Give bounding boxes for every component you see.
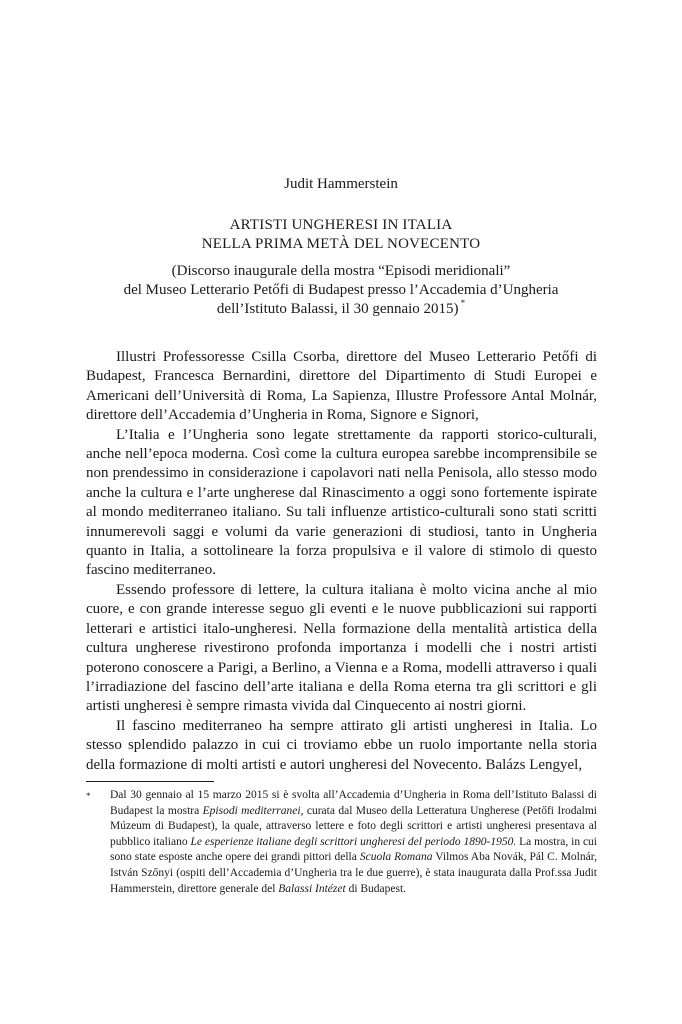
paragraph-2: L’Italia e l’Ungheria sono legate strettamente da rapporti storico-culturali, anche nell’epoca moderna. Così come la cultura europea sarebbe incomprensibile se non prendessimo in considerazione i capolavori nati nella Penisola, allo stesso modo anche la cultura e l’arte ungherese dal Rinascimento a oggi sono fortemente ispirate al mondo mediterraneo italiano. Su tali influenze artistico-culturali sono stati scritti innumerevoli saggi e volumi da varie generazioni di studiosi, tanto in Ungheria quanto in Italia, a sottolineare la forza propulsiva e il valore di stimolo di questo fascino mediterraneo. <box>86 426 597 579</box>
author-name: Judit Hammerstein <box>284 176 398 192</box>
subtitle-line-2: del Museo Letterario Petőfi di Budapest presso l’Accademia d’Ungheria <box>123 282 559 298</box>
footnote-text-part-3: La mostra, in cui sono state esposte anche opere dei grandi pittori della <box>110 835 598 864</box>
footnote-text <box>110 788 597 897</box>
footnote-exhibition-title: Episodi mediterranei, <box>202 804 304 817</box>
footnote-divider <box>86 781 214 782</box>
subtitle-line-3-text: dell’Istituto Balassi, il 30 gennaio 2015) <box>216 301 459 317</box>
footnote-institute-name: Balassi Intézet <box>278 882 346 895</box>
footnote-text-part-1: Dal 30 gennaio al 15 marzo 2015 si è svolta all’Accademia d’Ungheria in Roma dell’Istituto Balassi di Budapest la mostra <box>110 789 597 817</box>
paragraph-1: Illustri Professoresse Csilla Csorba, direttore del Museo Letterario Petőfi di Budapest, Francesca Bernardini, direttore del Dipartimento di Studi Europei e Americani dell’Università di Roma, La Sapienza, Illustre Professore Antal Molnár, direttore dell’Accademia d’Ungheria in Roma, Signore e Signori, <box>86 349 597 424</box>
subtitle-line-1: (Discorso inaugurale della mostra “Episodi meridionali” <box>171 263 511 279</box>
footnote-text-part-4: Vilmos Aba Novák, Pál C. Molnár, István Szőnyi (ospiti dell’Accademia d’Ungheria tra le due guerre), è stata inaugurata dalla Prof.ssa Judit Hammerstein, direttore generale del <box>110 851 597 895</box>
footnote <box>86 788 597 897</box>
paragraph-4: Il fascino mediterraneo ha sempre attirato gli artisti ungheresi in Italia. Lo stesso splendido palazzo in cui ci troviamo ebbe un ruolo importante nella storia della formazione di molti artisti e autori ungheresi del Novecento. Balázs Lengyel, <box>86 717 597 773</box>
article-title <box>0 216 682 254</box>
footnote-text-part-2: curata dal Museo della Letteratura Ungherese (Petőfi Irodalmi Múzeum di Budapest), la quale, attraverso lettere e foto degli scrittori e artisti ungheresi presentava al pubblico italiano <box>110 804 597 848</box>
title-line-1: ARTISTI UNGHERESI IN ITALIA <box>229 217 453 233</box>
article-subtitle <box>0 262 682 319</box>
paragraph-3: Essendo professore di lettere, la cultura italiana è molto vicina anche al mio cuore, e con grande interesse seguo gli eventi e le nuove pubblicazioni sui rapporti letterari e artistici italo-ungheresi. Nella formazione della mentalità artistica della cultura ungherese rivestirono profonda importanza i modelli che i nostri artisti poterono conoscere a Parigi, a Berlino, a Vienna e a Roma, modelli attraverso i quali l’irradiazione del fascino dell’arte italiana e della Roma eterna tra gli scrittori e gli artisti ungheresi è sempre rimasta vivida dal Cinquecento ai nostri giorni. <box>86 581 597 715</box>
footnote-school-name: Scuola Romana <box>359 851 433 864</box>
footnote-marker: * <box>86 791 91 801</box>
title-line-2: NELLA PRIMA METÀ DEL NOVECENTO <box>201 236 481 252</box>
body-text <box>86 348 597 775</box>
subtitle-line-3 <box>0 300 682 319</box>
footnote-reference: * <box>460 298 466 308</box>
footnote-exhibition-subtitle: Le esperienze italiane degli scrittori ungheresi del periodo 1890-1950. <box>190 835 517 848</box>
footnote-text-part-5: di Budapest. <box>345 882 407 895</box>
